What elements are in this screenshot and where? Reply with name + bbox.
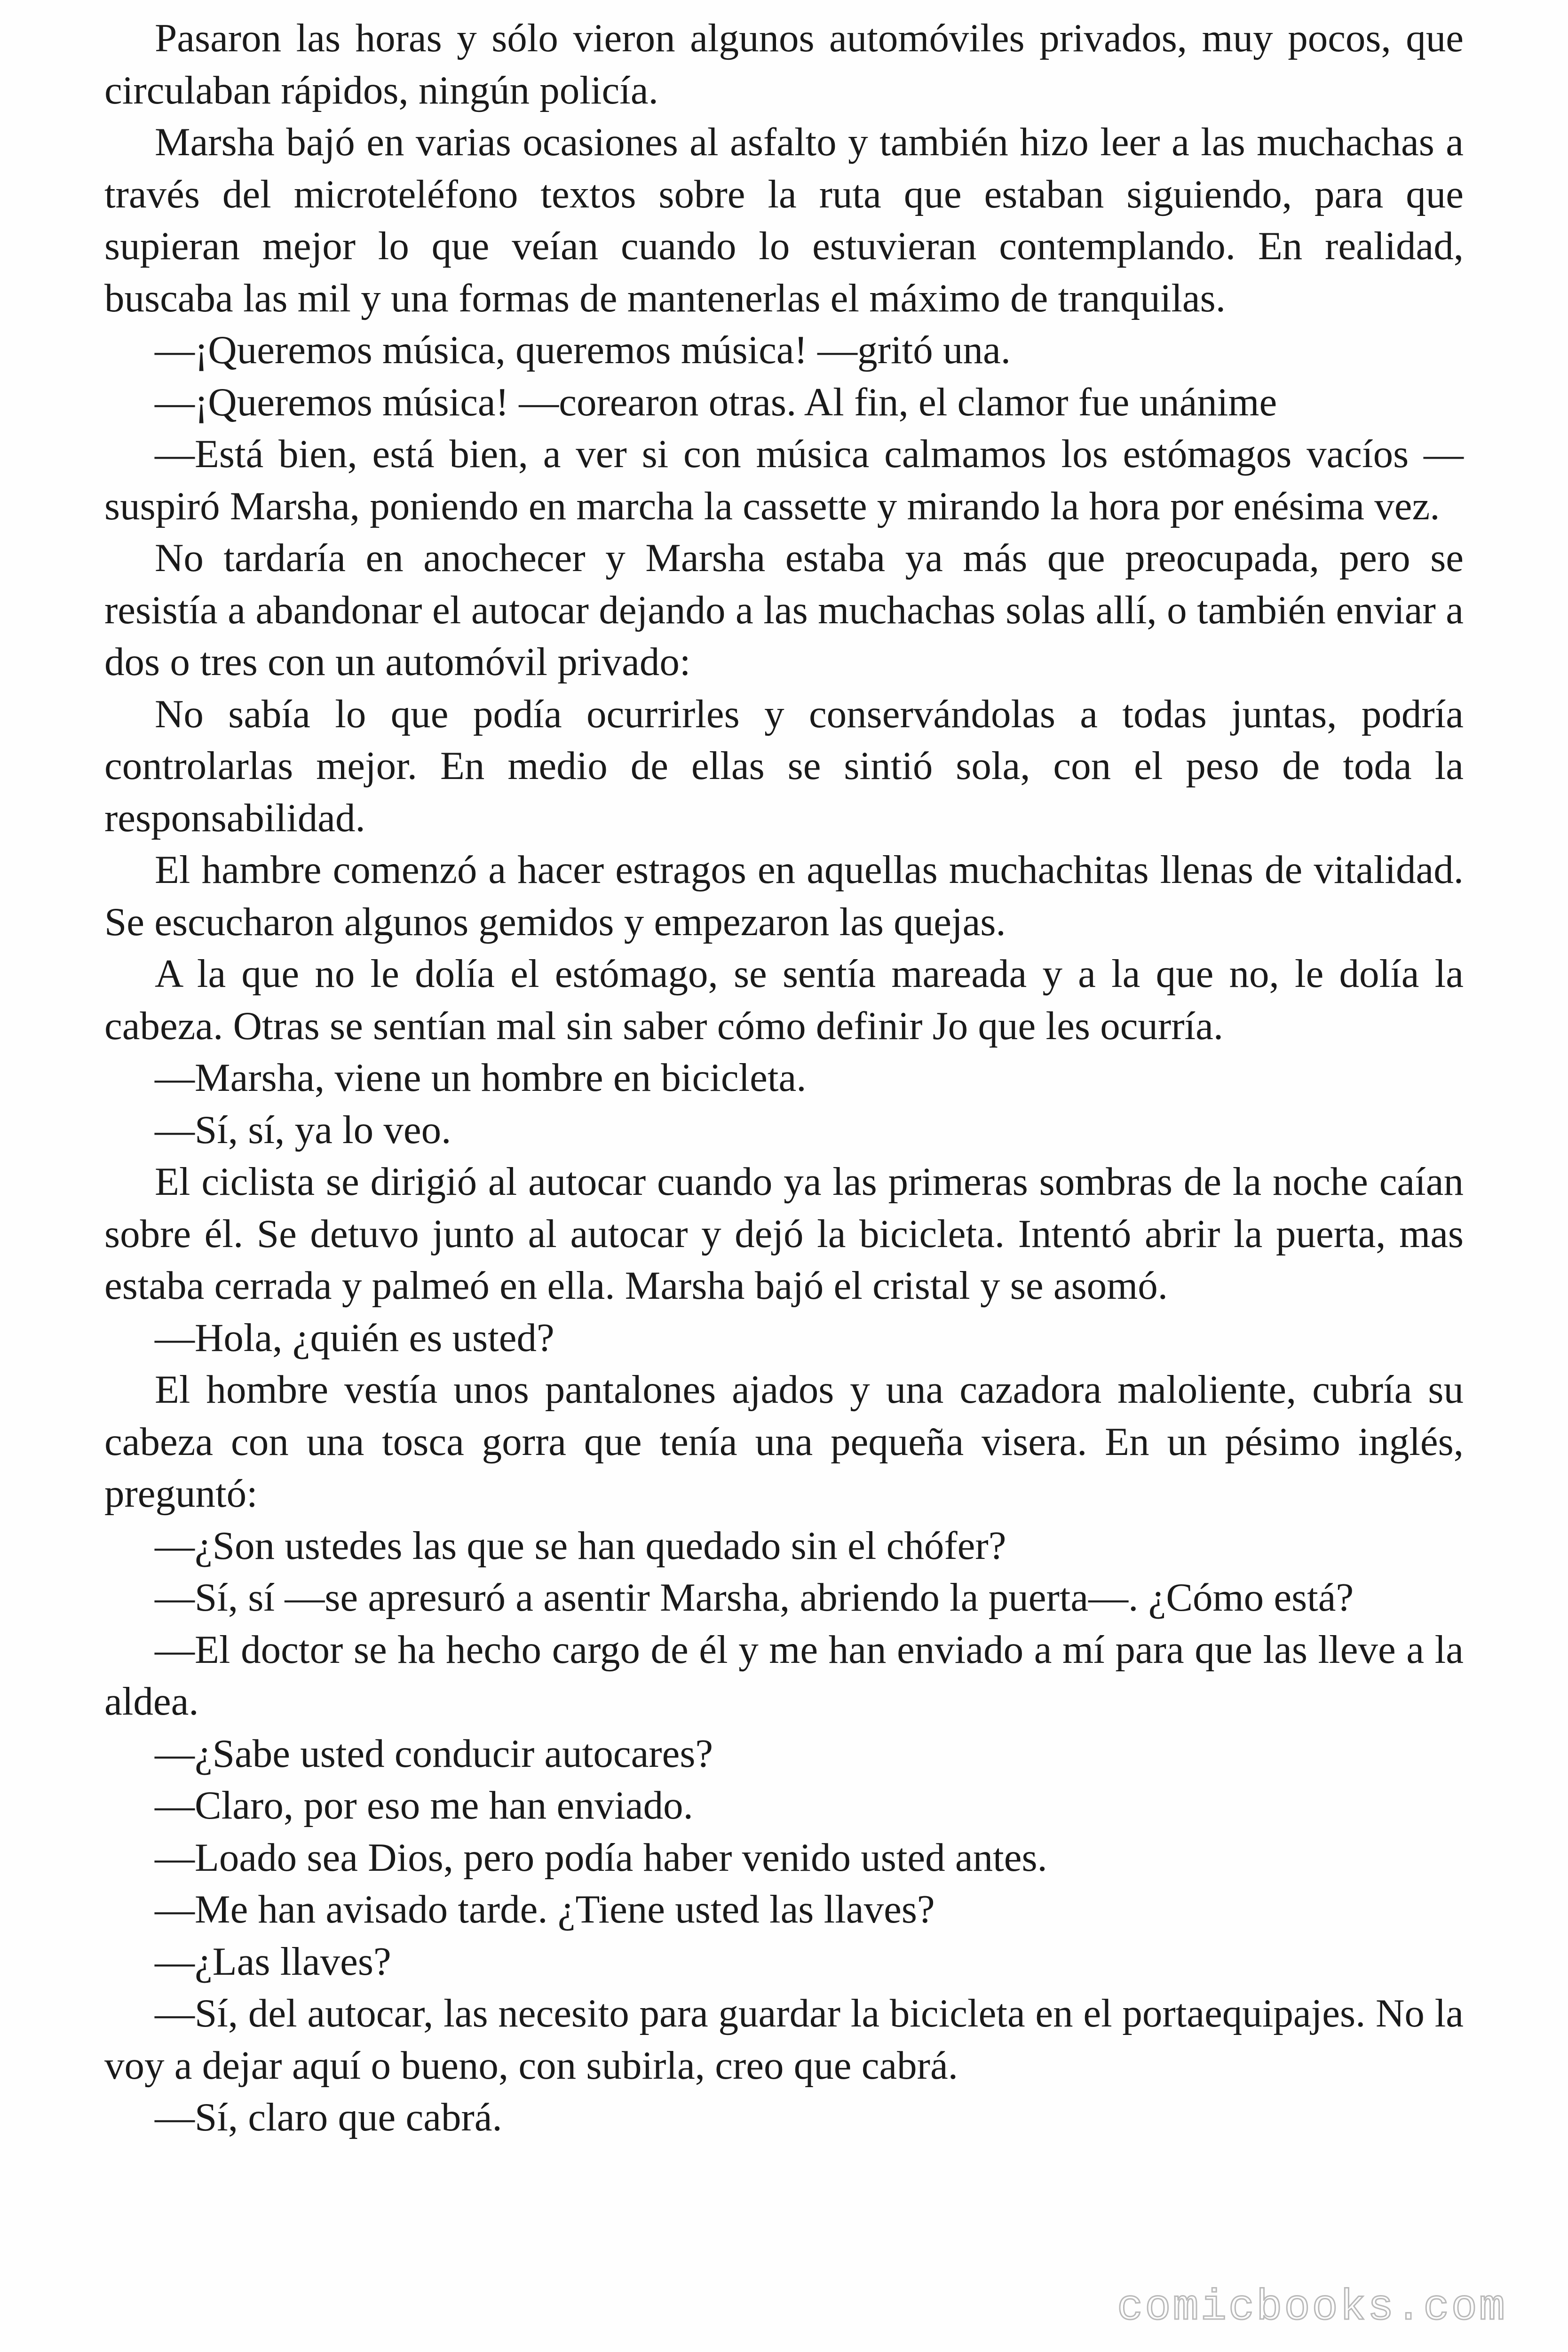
body-text <box>104 12 1464 2144</box>
paragraph: A la que no le dolía el estómago, se sentía mareada y a la que no, le dolía la cabeza. Otras se sentían mal sin saber cómo definir Jo que les ocurría. <box>104 952 1464 1048</box>
paragraph: —Claro, por eso me han enviado. <box>155 1783 693 1828</box>
paragraph: —¿Sabe usted conducir autocares? <box>155 1731 713 1776</box>
paragraph: Pasaron las horas y sólo vieron algunos automóviles privados, muy pocos, que circulaban rápidos, ningún policía. <box>104 16 1464 112</box>
paragraph: —Loado sea Dios, pero podía haber venido usted antes. <box>155 1835 1047 1880</box>
watermark: comicbooks.com <box>1117 2283 1507 2332</box>
paragraph: —Está bien, está bien, a ver si con música calmamos los estómagos vacíos —suspiró Marsha, poniendo en marcha la cassette y mirando la hora por enésima vez. <box>104 432 1464 528</box>
paragraph: No tardaría en anochecer y Marsha estaba ya más que preocupada, pero se resistía a abandonar el autocar dejando a las muchachas solas allí, o también enviar a dos o tres con un automóvil privado: <box>104 536 1464 684</box>
paragraph: —¡Queremos música! —corearon otras. Al fin, el clamor fue unánime <box>155 380 1277 424</box>
paragraph: —Sí, sí —se apresuró a asentir Marsha, abriendo la puerta—. ¿Cómo está? <box>155 1575 1354 1620</box>
paragraph: —Sí, sí, ya lo veo. <box>155 1107 451 1152</box>
paragraph: Marsha bajó en varias ocasiones al asfalto y también hizo leer a las muchachas a través del microteléfono textos sobre la ruta que estaban siguiendo, para que supieran mejor lo que veían cuando lo estuvieran contemplando. En realidad, buscaba las mil y una formas de mantenerlas el máximo de tranquilas. <box>104 120 1464 320</box>
paragraph: El hombre vestía unos pantalones ajados y una cazadora maloliente, cubría su cabeza con una tosca gorra que tenía una pequeña visera. En un pésimo inglés, preguntó: <box>104 1367 1464 1516</box>
paragraph: —¡Queremos música, queremos música! —gritó una. <box>155 328 1011 372</box>
paragraph: —Hola, ¿quién es usted? <box>155 1315 554 1360</box>
paragraph: No sabía lo que podía ocurrirles y conservándolas a todas juntas, podría controlarlas mejor. En medio de ellas se sintió sola, con el peso de toda la responsabilidad. <box>104 691 1464 840</box>
paragraph: —El doctor se ha hecho cargo de él y me han enviado a mí para que las lleve a la aldea. <box>104 1627 1464 1724</box>
paragraph: El ciclista se dirigió al autocar cuando ya las primeras sombras de la noche caían sobre él. Se detuvo junto al autocar y dejó la bicicleta. Intentó abrir la puerta, mas estaba cerrada y palmeó en ella. Marsha bajó el cristal y se asomó. <box>104 1160 1464 1308</box>
paragraph: El hambre comenzó a hacer estragos en aquellas muchachitas llenas de vitalidad. Se escucharon algunos gemidos y empezaron las quejas. <box>104 848 1464 944</box>
paragraph: —Marsha, viene un hombre en bicicleta. <box>155 1056 807 1100</box>
paragraph: —Sí, claro que cabrá. <box>155 2095 502 2139</box>
paragraph: —Sí, del autocar, las necesito para guardar la bicicleta en el portaequipajes. No la voy a dejar aquí o bueno, con subirla, creo que cabrá. <box>104 1991 1464 2088</box>
paragraph: —Me han avisado tarde. ¿Tiene usted las llaves? <box>155 1887 935 1931</box>
paragraph: —¿Son ustedes las que se han quedado sin el chófer? <box>155 1523 1006 1568</box>
paragraph: —¿Las llaves? <box>155 1939 391 1984</box>
